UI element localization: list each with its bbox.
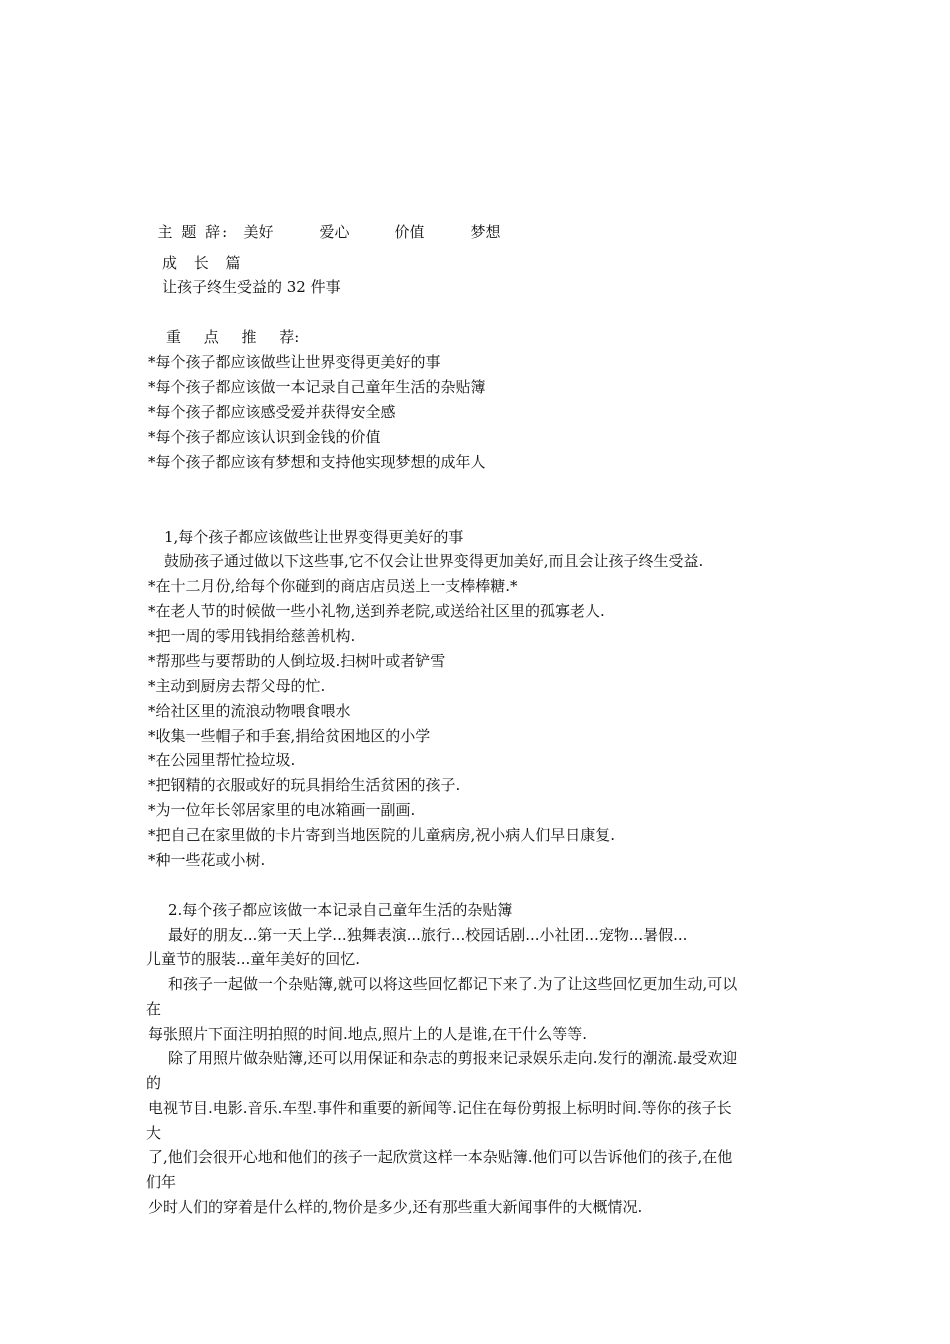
recommend-item: *每个孩子都应该做些让世界变得更美好的事 bbox=[148, 353, 441, 371]
section-heading: 成 长 篇 bbox=[162, 254, 241, 272]
part2-line: 和孩子一起做一个杂贴簿,就可以将这些回忆都记下来了.为了让这些回忆更加生动,可以 bbox=[168, 975, 738, 993]
theme-word: 爱心 bbox=[319, 223, 350, 241]
part1-item: *在老人节的时候做一些小礼物,送到养老院,或送给社区里的孤寡老人. bbox=[148, 602, 605, 620]
part1-item: *帮那些与要帮助的人倒垃圾.扫树叶或者铲雪 bbox=[148, 652, 446, 670]
part2-line: 大 bbox=[146, 1124, 162, 1142]
theme-row bbox=[148, 202, 501, 242]
part2-line: 电视节目.电影.音乐.车型.事件和重要的新闻等.记住在每份剪报上标明时间.等你的孩子长 bbox=[148, 1099, 732, 1117]
part2-line: 的 bbox=[146, 1074, 162, 1092]
part2-line: 了,他们会很开心地和他们的孩子一起欣赏这样一本杂贴簿.他们可以告诉他们的孩子,在他 bbox=[148, 1148, 733, 1166]
theme-label: 主 题 辞: bbox=[157, 223, 230, 241]
section-subtitle: 让孩子终生受益的 32 件事 bbox=[162, 278, 341, 296]
theme-word: 价值 bbox=[394, 223, 425, 241]
part1-item: *在公园里帮忙捡垃圾. bbox=[148, 751, 296, 769]
part1-item: *种一些花或小树. bbox=[148, 851, 266, 869]
part1-item: *收集一些帽子和手套,捐给贫困地区的小学 bbox=[148, 727, 431, 745]
recommend-item: *每个孩子都应该认识到金钱的价值 bbox=[148, 428, 381, 446]
part2-line: 除了用照片做杂贴簿,还可以用保证和杂志的剪报来记录娱乐走向.发行的潮流.最受欢迎 bbox=[168, 1049, 738, 1067]
part2-line: 少时人们的穿着是什么样的,物价是多少,还有那些重大新闻事件的大概情况. bbox=[148, 1198, 643, 1216]
part1-title: 1,每个孩子都应该做些让世界变得更美好的事 bbox=[164, 528, 464, 546]
part1-item: *把自己在家里做的卡片寄到当地医院的儿童病房,祝小病人们早日康复. bbox=[148, 826, 616, 844]
recommend-item: *每个孩子都应该做一本记录自己童年生活的杂贴簿 bbox=[148, 378, 486, 396]
theme-word: 美好 bbox=[243, 223, 274, 241]
part2-title: 2.每个孩子都应该做一本记录自己童年生活的杂贴簿 bbox=[168, 901, 513, 919]
part1-item: *给社区里的流浪动物喂食喂水 bbox=[148, 702, 351, 720]
part2-line: 最好的朋友...第一天上学...独舞表演...旅行...校园话剧...小社团...宠物...暑假... bbox=[168, 926, 688, 944]
recommend-item: *每个孩子都应该有梦想和支持他实现梦想的成年人 bbox=[148, 453, 486, 471]
part1-item: *把一周的零用钱捐给慈善机构. bbox=[148, 627, 356, 645]
part1-item: *主动到厨房去帮父母的忙. bbox=[148, 677, 326, 695]
part1-item: *为一位年长邻居家里的电冰箱画一副画. bbox=[148, 801, 416, 819]
recommend-item: *每个孩子都应该感受爱并获得安全感 bbox=[148, 403, 396, 421]
part2-line: 们年 bbox=[146, 1173, 177, 1191]
part1-item: *把钢精的衣服或好的玩具捐给生活贫困的孩子. bbox=[148, 776, 461, 794]
part1-intro: 鼓励孩子通过做以下这些事,它不仅会让世界变得更加美好,而且会让孩子终生受益. bbox=[164, 552, 704, 570]
part2-line: 每张照片下面注明拍照的时间.地点,照片上的人是谁,在干什么等等. bbox=[148, 1025, 588, 1043]
part1-item: *在十二月份,给每个你碰到的商店店员送上一支棒棒糖.* bbox=[148, 577, 518, 595]
recommend-heading: 重 点 推 荐: bbox=[166, 328, 300, 346]
theme-word: 梦想 bbox=[470, 223, 501, 241]
part2-line: 在 bbox=[146, 1000, 162, 1018]
part2-line: 儿童节的服装...童年美好的回忆. bbox=[146, 950, 361, 968]
